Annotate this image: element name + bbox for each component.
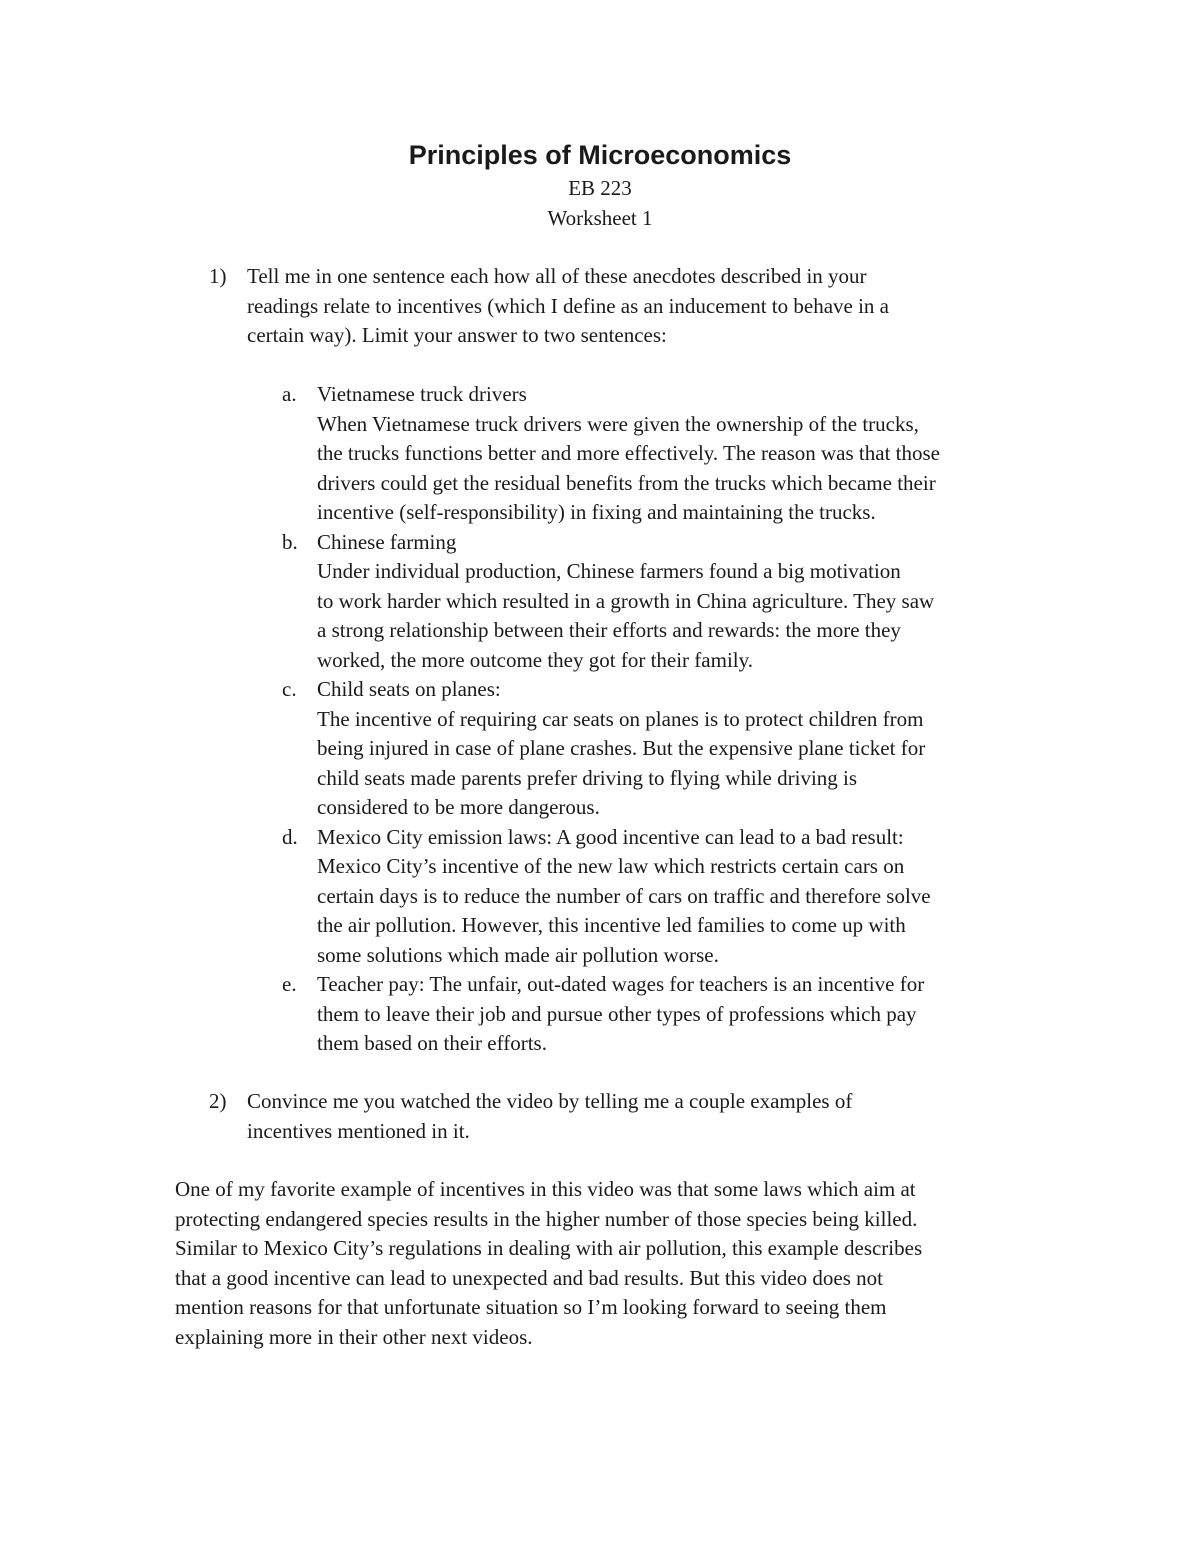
question-1-number: 1) [209,264,227,288]
item-heading: Teacher pay: The unfair, out-dated wages for teachers is an incentive for [317,972,925,996]
item-letter: a. [282,382,297,406]
list-item [282,528,1042,676]
text-line: drivers could get the residual benefits from the trucks which became their [317,470,936,495]
text-line: readings relate to incentives (which I define as an inducement to behave in a [247,293,889,318]
anecdote-list [282,380,1042,1059]
item-answer [317,380,1042,528]
question-2-number: 2) [209,1089,227,1113]
text-line: Mexico City’s incentive of the new law which restricts certain cars on [317,854,905,878]
text-line: One of my favorite example of incentives in this video was that some laws which aim at [175,1177,916,1201]
text-line: being injured in case of plane crashes. But the expensive plane ticket for [317,736,926,760]
item-answer [317,823,1042,971]
text-line: considered to be more dangerous. [317,795,600,819]
text-line: explaining more in their other next videos. [175,1324,533,1349]
text-line: a strong relationship between their efforts and rewards: the more they [317,618,901,642]
list-item [282,970,1042,1059]
text-line: worked, the more outcome they got for their family. [317,647,754,672]
text-line: child seats made parents prefer driving to flying while driving is [317,765,858,790]
text-line: them to leave their job and pursue other types of professions which pay [317,1001,917,1026]
item-answer [317,675,1042,823]
question-2-text [247,1087,987,1146]
list-item [282,823,1042,971]
item-letter: e. [282,972,297,996]
text-line: Similar to Mexico City’s regulations in dealing with air pollution, this example describes [175,1236,923,1260]
text-line: incentive (self-responsibility) in fixing and maintaining the trucks. [317,500,876,524]
text-line: certain way). Limit your answer to two sentences: [247,323,667,347]
item-heading: Child seats on planes: [317,677,501,701]
item-answer [317,970,1042,1059]
text-line: certain days is to reduce the number of cars on traffic and therefore solve [317,883,931,908]
list-item [282,380,1042,528]
text-line: The incentive of requiring car seats on planes is to protect children from [317,706,924,731]
text-line: that a good incentive can lead to unexpected and bad results. But this video does not [175,1265,883,1290]
text-line: to work harder which resulted in a growth in China agriculture. They saw [317,588,935,613]
question-1-text [247,262,987,351]
item-letter: d. [282,824,298,849]
text-line: the trucks functions better and more effectively. The reason was that those [317,441,940,465]
text-line: Convince me you watched the video by telling me a couple examples of [247,1089,853,1113]
item-letter: b. [282,529,298,554]
course-code: EB 223 [568,176,632,200]
item-heading: Vietnamese truck drivers [317,382,527,406]
text-line: the air pollution. However, this incentive led families to come up with [317,913,906,937]
worksheet-label: Worksheet 1 [547,206,653,230]
list-item [282,675,1042,823]
text-line: When Vietnamese truck drivers were given the ownership of the trucks, [317,411,919,436]
page-title: Principles of Microeconomics [408,140,792,170]
question-2-answer [175,1175,1055,1352]
text-line: mention reasons for that unfortunate situation so I’m looking forward to seeing them [175,1295,887,1319]
text-line: them based on their efforts. [317,1031,547,1055]
text-line: protecting endangered species results in the higher number of those species being killed. [175,1206,918,1231]
item-heading: Mexico City emission laws: A good incentive can lead to a bad result: [317,824,904,849]
text-line: Under individual production, Chinese farmers found a big motivation [317,559,901,583]
text-line: incentives mentioned in it. [247,1118,470,1143]
item-letter: c. [282,677,297,701]
text-line: some solutions which made air pollution worse. [317,942,719,967]
text-line: Tell me in one sentence each how all of these anecdotes described in your [247,264,867,288]
item-answer [317,528,1042,676]
item-heading: Chinese farming [317,529,457,554]
